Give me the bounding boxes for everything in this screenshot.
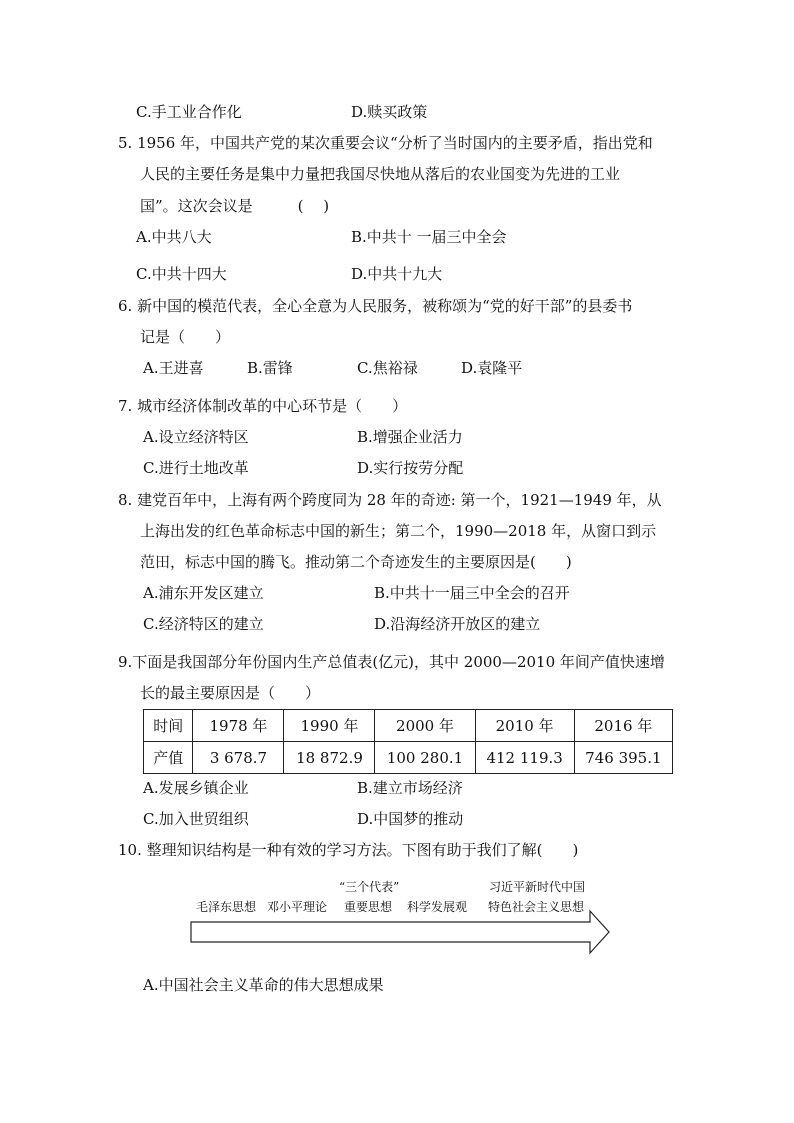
diagram-label-scientific-development: 科学发展观	[407, 900, 468, 914]
q4-option-d: D.赎买政策	[351, 103, 428, 121]
table-header-row	[144, 710, 673, 742]
q8-option-d: D.沿海经济开放区的建立	[374, 615, 541, 633]
q7-option-c: C.进行土地改革	[143, 459, 249, 477]
table-header-cell: 1990 年	[284, 710, 375, 742]
q7-option-d: D.实行按劳分配	[357, 459, 464, 477]
q6-option-a: A.王进喜	[143, 359, 204, 377]
table-cell: 746 395.1	[574, 742, 672, 774]
q6-option-c: C.焦裕禄	[357, 359, 418, 377]
diagram-label-three-represents-bottom: 重要思想	[344, 900, 393, 914]
q10-stem: 10. 整理知识结构是一种有效的学习方法。下图有助于我们了解( )	[118, 841, 579, 859]
q7-option-a: A.设立经济特区	[143, 428, 249, 446]
q5-stem-line2: 人民的主要任务是集中力量把我国尽快地从落后的农业国变为先进的工业	[140, 165, 621, 183]
q6-stem-line2: 记是（ ）	[140, 328, 231, 346]
q4-option-c: C.手工业合作化	[136, 103, 242, 121]
table-header-cell: 2016 年	[574, 710, 672, 742]
q9-stem-line1: 9.下面是我国部分年份国内生产总值表(亿元)，其中 2000—2010 年间产值快速增	[118, 653, 665, 671]
diagram-label-mao-thought: 毛泽东思想	[196, 900, 257, 914]
q8-stem-line3: 范田，标志中国的腾飞。推动第二个奇迹发生的主要原因是( )	[140, 553, 572, 571]
table-cell: 18 872.9	[284, 742, 375, 774]
q6-stem-line1: 6. 新中国的模范代表，全心全意为人民服务，被称颂为“党的好干部”的县委书	[118, 297, 633, 315]
table-cell: 412 119.3	[475, 742, 574, 774]
q5-option-d: D.中共十九大	[351, 265, 443, 283]
q8-option-b: B.中共十一届三中全会的召开	[374, 584, 570, 602]
q9-option-b: B.建立市场经济	[357, 779, 463, 797]
table-row	[144, 742, 673, 774]
gdp-table	[143, 709, 673, 774]
q9-option-c: C.加入世贸组织	[143, 810, 249, 828]
table-header-cell: 2000 年	[375, 710, 475, 742]
q6-option-d: D.袁隆平	[461, 359, 523, 377]
q5-stem-line3: 国”。这次会议是 ( )	[140, 197, 330, 215]
diagram-label-xi-thought-bottom: 特色社会主义思想	[488, 900, 585, 914]
q5-option-a: A.中共八大	[136, 228, 212, 246]
table-header-cell: 1978 年	[193, 710, 284, 742]
timeline-arrow	[190, 908, 612, 962]
q5-option-b: B.中共十 一届三中全会	[351, 228, 507, 246]
diagram-label-three-represents-top: “三个代表”	[339, 880, 400, 894]
q9-option-d: D.中国梦的推动	[357, 810, 464, 828]
q8-stem-line1: 8. 建党百年中，上海有两个跨度同为 28 年的奇迹: 第一个，1921—1949 年，从	[118, 491, 662, 509]
table-cell: 3 678.7	[193, 742, 284, 774]
q6-option-b: B.雷锋	[247, 359, 293, 377]
table-cell: 100 280.1	[375, 742, 475, 774]
q10-option-a: A.中国社会主义革命的伟大思想成果	[143, 976, 384, 994]
table-cell: 产值	[144, 742, 193, 774]
table-header-cell: 2010 年	[475, 710, 574, 742]
q8-stem-line2: 上海出发的红色革命标志中国的新生；第二个，1990—2018 年，从窗口到示	[140, 522, 657, 540]
table-header-cell: 时间	[144, 710, 193, 742]
q8-option-a: A.浦东开发区建立	[143, 584, 264, 602]
q5-stem-line1: 5. 1956 年，中国共产党的某次重要会议“分析了当时国内的主要矛盾，指出党和	[118, 134, 653, 152]
diagram-label-deng-theory: 邓小平理论	[267, 900, 328, 914]
diagram-label-xi-thought-top: 习近平新时代中国	[489, 880, 586, 894]
q7-stem: 7. 城市经济体制改革的中心环节是（ ）	[118, 397, 408, 415]
arrow-icon	[190, 908, 612, 958]
q7-option-b: B.增强企业活力	[357, 428, 463, 446]
q9-option-a: A.发展乡镇企业	[143, 779, 249, 797]
q9-stem-line2: 长的最主要原因是（ ）	[140, 684, 321, 702]
q8-option-c: C.经济特区的建立	[143, 615, 264, 633]
q5-option-c: C.中共十四大	[136, 265, 227, 283]
